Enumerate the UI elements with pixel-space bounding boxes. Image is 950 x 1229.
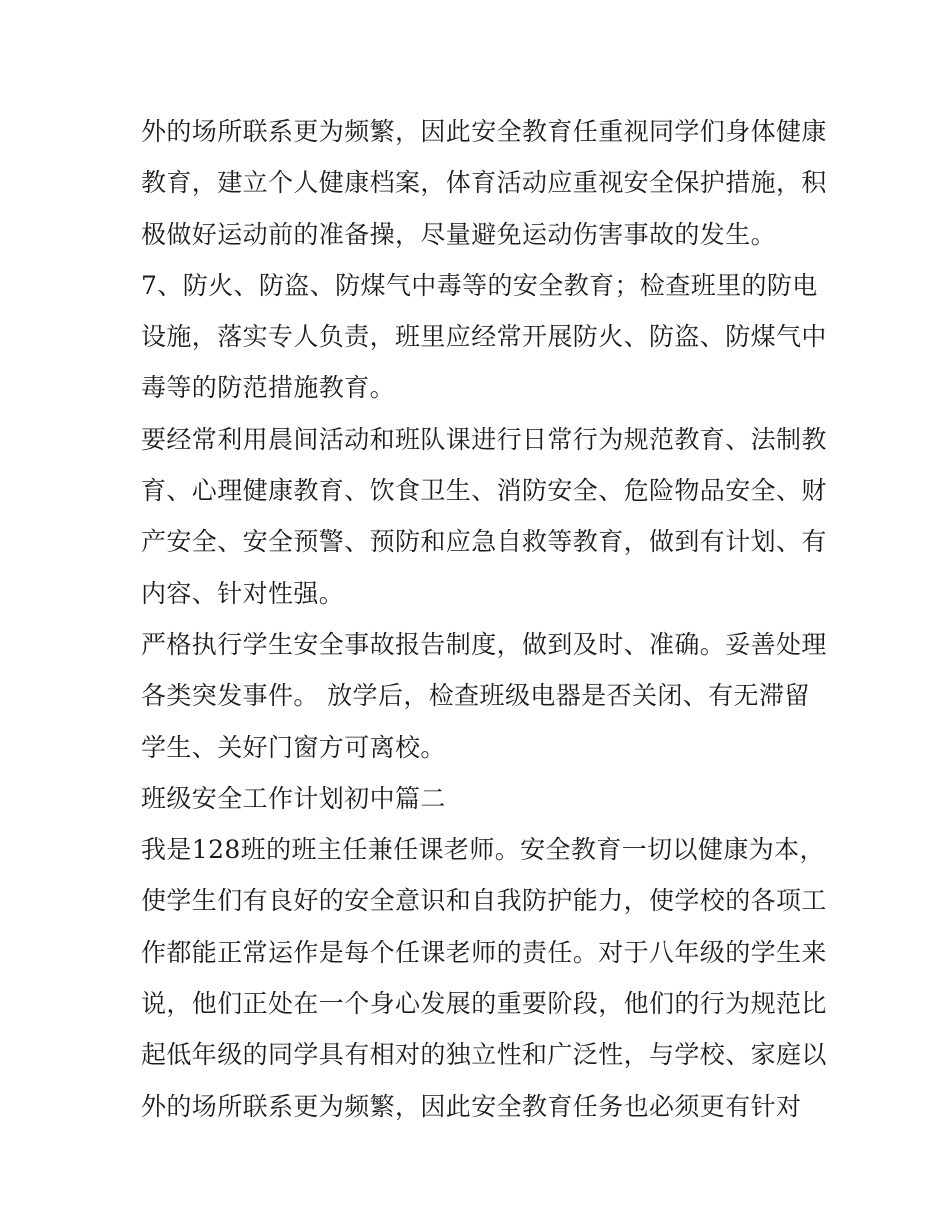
text-line: 各类突发事件。 放学后，检查班级电器是否关闭、有无滞留 bbox=[141, 681, 810, 711]
text-line: 外的场所联系更为频繁，因此安全教育任务也必须更有针对 bbox=[141, 1091, 802, 1121]
text-line: 严格执行学生安全事故报告制度，做到及时、准确。妥善处理 bbox=[141, 629, 827, 659]
text-line: 毒等的防范措施教育。 bbox=[141, 373, 396, 403]
text-line: 作都能正常运作是每个任课老师的责任。对于八年级的学生来 bbox=[141, 937, 827, 967]
text-line: 极做好运动前的准备操，尽量避免运动伤害事故的发生。 bbox=[141, 219, 777, 249]
text-line: 学生、关好门窗方可离校。 bbox=[141, 732, 446, 762]
text-line: 产安全、安全预警、预防和应急自救等教育，做到有计划、有 bbox=[141, 527, 827, 557]
text-line: 要经常利用晨间活动和班队课进行日常行为规范教育、法制教 bbox=[141, 424, 827, 454]
text-line: 起低年级的同学具有相对的独立性和广泛性，与学校、家庭以 bbox=[141, 1040, 827, 1070]
text-line: 教育，建立个人健康档案，体育活动应重视安全保护措施，积 bbox=[141, 168, 827, 198]
text-line: 内容、针对性强。 bbox=[141, 578, 345, 608]
text-line: 使学生们有良好的安全意识和自我防护能力，使学校的各项工 bbox=[141, 886, 827, 916]
text-line: 说，他们正处在一个身心发展的重要阶段，他们的行为规范比 bbox=[141, 989, 827, 1019]
text-line: 外的场所联系更为频繁，因此安全教育任重视同学们身体健康 bbox=[141, 117, 827, 146]
document-body bbox=[141, 106, 827, 1132]
text-line: 我是128班的班主任兼任课老师。安全教育一切以健康为本， bbox=[141, 835, 825, 865]
text-line: 设施，落实专人负责，班里应经常开展防火、防盗、防煤气中 bbox=[141, 322, 827, 352]
section-heading: 班级安全工作计划初中篇二 bbox=[141, 783, 446, 813]
text-line: 7、防火、防盗、防煤气中毒等的安全教育；检查班里的防电 bbox=[141, 270, 818, 300]
text-line: 育、心理健康教育、饮食卫生、消防安全、危险物品安全、财 bbox=[141, 476, 827, 506]
